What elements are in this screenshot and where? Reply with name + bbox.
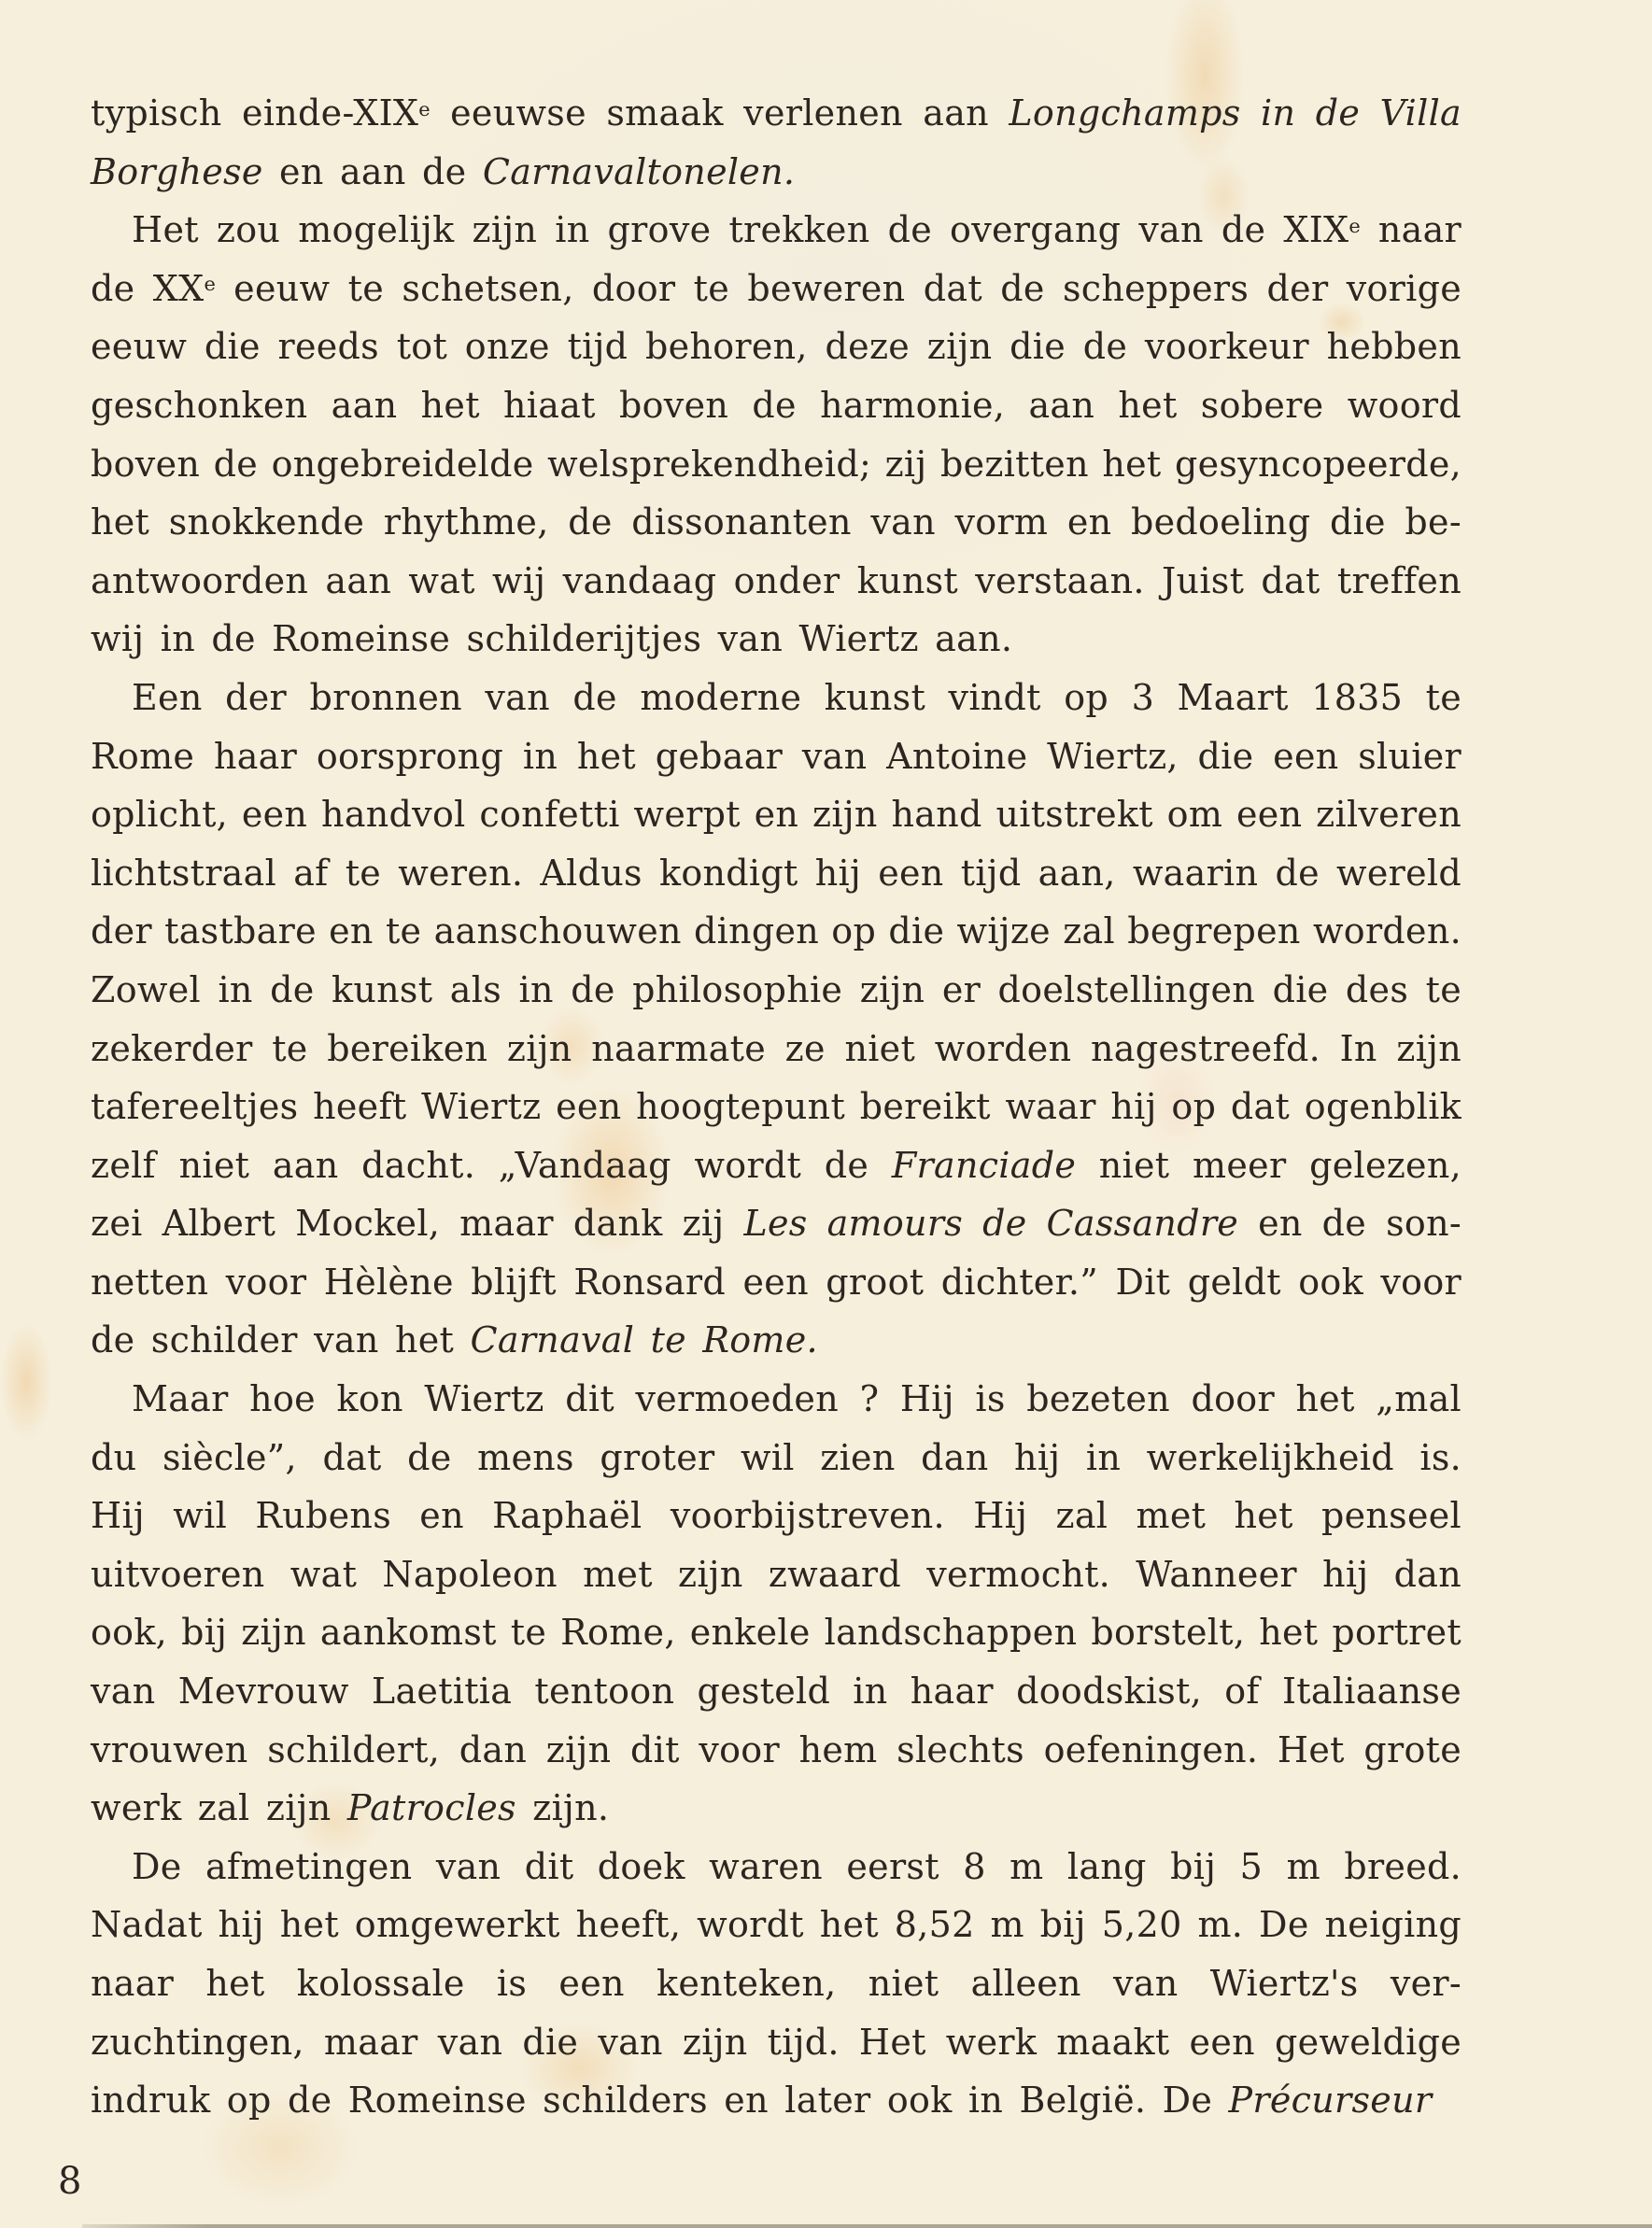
superscript: e: [204, 273, 216, 296]
text-segment: naar: [1360, 209, 1462, 251]
text-line: [91, 2071, 1461, 2130]
text-segment: zei Albert Mockel, maar dank zij: [91, 1203, 744, 1245]
italic-text: Carnavaltonelen.: [482, 150, 796, 192]
italic-text: Carnaval te Rome.: [470, 1319, 818, 1361]
text-segment: zijn.: [515, 1787, 610, 1829]
text-segment: antwoorden aan wat wij vandaag onder kunst verstaan. Juist dat treffen: [91, 559, 1461, 601]
scan-edge-shadow: [82, 2224, 1652, 2228]
text-line: [91, 143, 1461, 202]
text-segment: typisch einde-XIX: [91, 92, 419, 134]
text-segment: geschonken aan het hiaat boven de harmonie, aan het sobere woord: [91, 384, 1461, 426]
text-segment: van Mevrouw Laetitia tentoon gesteld in haar doodskist, of Italiaanse: [91, 1671, 1461, 1713]
text-line: [91, 1838, 1461, 1897]
text-segment: zelf niet aan dacht. „Vandaag wordt de: [91, 1144, 892, 1186]
text-line: [91, 1136, 1461, 1195]
text-line: [91, 1194, 1461, 1253]
text-segment: Hij wil Rubens en Raphaël voorbijstreven. Hij zal met het penseel: [91, 1495, 1461, 1537]
italic-text: Les amours de Cassandre: [743, 1203, 1239, 1245]
italic-text: Patrocles: [346, 1787, 516, 1829]
text-line: [91, 1078, 1461, 1136]
text-segment: zuchtingen, maar van die van zijn tijd. Het werk maakt een geweldige: [91, 2021, 1461, 2063]
text-line: [91, 844, 1461, 903]
text-line: [91, 260, 1461, 318]
text-segment: en de son-: [1238, 1203, 1461, 1245]
text-line: [91, 785, 1461, 844]
text-segment: Een der bronnen van de moderne kunst vindt op 3 Maart 1835 te: [132, 676, 1461, 718]
text-line: [91, 1603, 1461, 1662]
text-segment: De afmetingen van dit doek waren eerst 8 m lang bij 5 m breed.: [132, 1845, 1461, 1887]
text-line: [91, 1487, 1461, 1545]
text-line: [91, 2013, 1461, 2072]
text-line: [91, 1954, 1461, 2013]
text-segment: niet meer gelezen,: [1076, 1144, 1461, 1186]
text-segment: zekerder te bereiken zijn naarmate ze niet worden nagestreefd. In zijn: [91, 1027, 1461, 1069]
text-segment: de schilder van het: [91, 1319, 471, 1361]
text-line: [91, 1253, 1461, 1312]
text-segment: wij in de Romeinse schilderijtjes van Wiertz aan.: [91, 618, 1013, 660]
text-line: [91, 84, 1461, 143]
text-segment: Zowel in de kunst als in de philosophie zijn er doelstellingen die des te: [91, 968, 1461, 1010]
text-segment: du siècle”, dat de mens groter wil zien dan hij in werkelijkheid is.: [91, 1436, 1461, 1478]
text-line: [91, 1311, 1461, 1370]
text-line: [91, 201, 1461, 260]
italic-text: Borghese: [91, 150, 263, 192]
text-segment: lichtstraal af te weren. Aldus kondigt hij een tijd aan, waarin de wereld: [91, 852, 1461, 894]
italic-text: Précurseur: [1228, 2080, 1433, 2122]
text-segment: werk zal zijn: [91, 1787, 347, 1829]
superscript: e: [418, 97, 431, 120]
text-segment: het snokkende rhythme, de dissonanten van vorm en bedoeling die be-: [91, 501, 1461, 543]
text-line: [91, 727, 1461, 786]
page-text: [91, 84, 1461, 2130]
text-segment: indruk op de Romeinse schilders en later ook in België. De: [91, 2080, 1229, 2122]
text-segment: oplicht, een handvol confetti werpt en zijn hand uitstrekt om een zilveren: [91, 794, 1461, 836]
superscript: e: [1348, 214, 1361, 237]
text-line: [91, 1721, 1461, 1780]
text-segment: netten voor Hèlène blijft Ronsard een groot dichter.” Dit geldt ook voor: [91, 1261, 1461, 1303]
italic-text: Franciade: [891, 1144, 1077, 1186]
text-segment: boven de ongebreidelde welsprekendheid; zij bezitten het gesyncopeerde,: [91, 443, 1461, 485]
text-line: [91, 552, 1461, 611]
text-segment: Het zou mogelijk zijn in grove trekken de overgang van de XIX: [132, 209, 1349, 251]
text-line: [91, 1779, 1461, 1838]
text-line: [91, 1370, 1461, 1429]
text-segment: eeuw te schetsen, door te beweren dat de scheppers der vorige: [215, 267, 1462, 309]
text-line: [91, 376, 1461, 435]
text-line: [91, 435, 1461, 494]
text-segment: de XX: [91, 267, 205, 309]
text-line: [91, 961, 1461, 1020]
text-segment: Maar hoe kon Wiertz dit vermoeden ? Hij is bezeten door het „mal: [132, 1378, 1461, 1420]
text-segment: ook, bij zijn aankomst te Rome, enkele landschappen borstelt, het portret: [91, 1612, 1461, 1654]
text-segment: eeuw die reeds tot onze tijd behoren, deze zijn die de voorkeur hebben: [91, 326, 1461, 368]
text-line: [91, 1545, 1461, 1604]
text-line: [91, 1429, 1461, 1488]
text-segment: uitvoeren wat Napoleon met zijn zwaard vermocht. Wanneer hij dan: [91, 1553, 1461, 1595]
text-line: [91, 610, 1461, 669]
text-segment: der tastbare en te aanschouwen dingen op die wijze zal begrepen worden.: [91, 910, 1461, 952]
text-line: [91, 1896, 1461, 1954]
text-segment: Nadat hij het omgewerkt heeft, wordt het 8,52 m bij 5,20 m. De neiging: [91, 1904, 1461, 1946]
text-segment: Rome haar oorsprong in het gebaar van Antoine Wiertz, die een sluier: [91, 735, 1461, 777]
text-line: [91, 1662, 1461, 1721]
text-line: [91, 317, 1461, 376]
text-segment: eeuwse smaak verlenen aan: [430, 92, 1010, 134]
text-line: [91, 1020, 1461, 1079]
text-segment: naar het kolossale is een kenteken, niet alleen van Wiertz's ver-: [91, 1963, 1461, 2004]
text-segment: en aan de: [262, 150, 483, 192]
text-segment: vrouwen schildert, dan zijn dit voor hem slechts oefeningen. Het grote: [91, 1728, 1461, 1770]
text-line: [91, 902, 1461, 961]
text-segment: tafereeltjes heeft Wiertz een hoogtepunt bereikt waar hij op dat ogenblik: [91, 1086, 1461, 1128]
text-line: [91, 493, 1461, 552]
page-number: 8: [58, 2160, 82, 2203]
italic-text: Longchamps in de Villa: [1009, 92, 1461, 134]
text-line: [91, 669, 1461, 727]
